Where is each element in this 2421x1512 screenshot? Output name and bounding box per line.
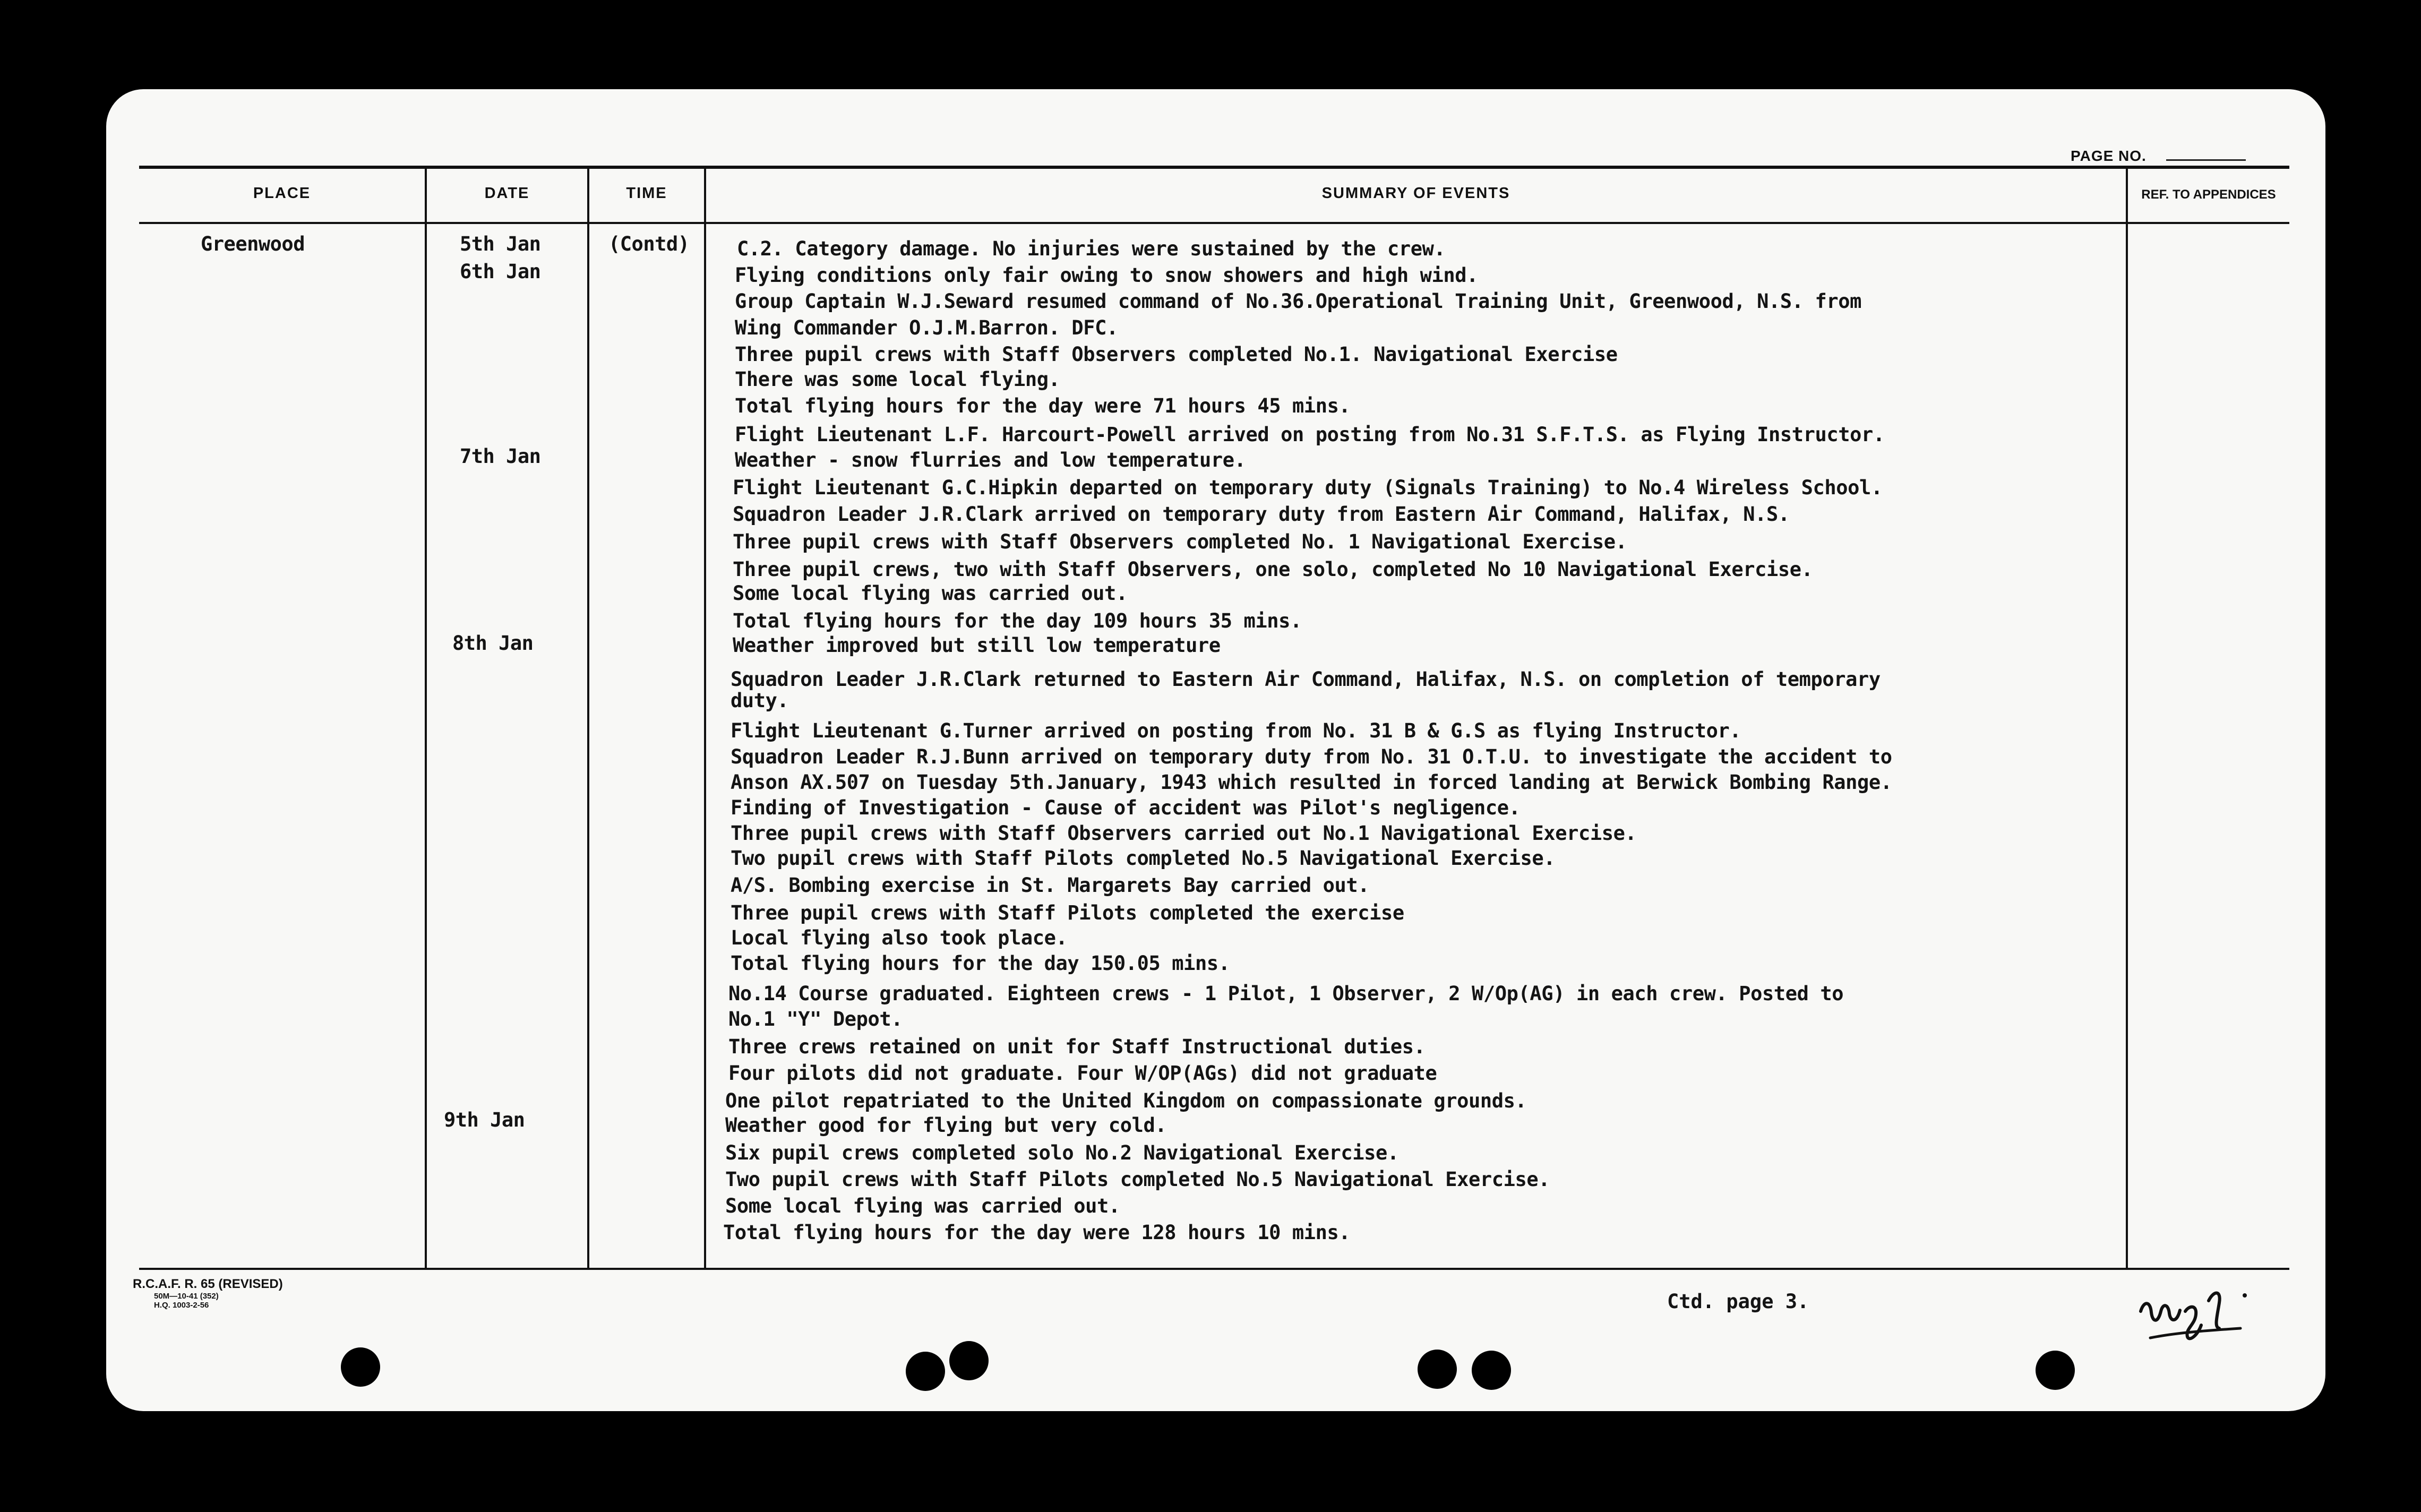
page-number-line (2166, 159, 2246, 161)
form-reference-code: R.C.A.F. R. 65 (REVISED) (133, 1277, 283, 1291)
punch-hole (1418, 1350, 1457, 1389)
punch-hole (2036, 1351, 2075, 1390)
event-line: Flying conditions only fair owing to snow showers and high wind. (735, 264, 1479, 287)
event-line: duty. (731, 689, 789, 712)
event-line: Three pupil crews, two with Staff Observers, one solo, completed No 10 Navigational Exercise. (733, 558, 1813, 581)
event-line: Total flying hours for the day were 128 hours 10 mins. (723, 1221, 1351, 1244)
event-line: Squadron Leader J.R.Clark arrived on temporary duty from Eastern Air Command, Halifax, N.S. (733, 503, 1790, 526)
event-line: Flight Lieutenant G.C.Hipkin departed on temporary duty (Signals Training) to No.4 Wireless School. (733, 476, 1883, 499)
event-line: Flight Lieutenant G.Turner arrived on posting from No. 31 B & G.S as flying Instructor. (731, 719, 1741, 742)
event-line: Three pupil crews with Staff Observers completed No. 1 Navigational Exercise. (733, 530, 1627, 553)
event-line: Total flying hours for the day were 71 hours 45 mins. (735, 394, 1351, 417)
event-line: Four pilots did not graduate. Four W/OP(AGs) did not graduate (728, 1062, 1437, 1085)
event-line: Three pupil crews with Staff Observers carried out No.1 Navigational Exercise. (731, 822, 1637, 845)
event-line: A/S. Bombing exercise in St. Margarets Bay carried out. (731, 874, 1370, 897)
event-line: Two pupil crews with Staff Pilots completed No.5 Navigational Exercise. (731, 847, 1556, 870)
event-line: Three pupil crews with Staff Observers completed No.1. Navigational Exercise (735, 343, 1618, 366)
header-rule (139, 222, 2289, 224)
event-line: Two pupil crews with Staff Pilots completed No.5 Navigational Exercise. (725, 1168, 1550, 1191)
page-number-label: PAGE NO. (2071, 148, 2147, 164)
header-ref-appendices: REF. TO APPENDICES (2141, 187, 2276, 202)
time-cell: (Contd) (608, 233, 690, 255)
bottom-rule (139, 1268, 2289, 1270)
punch-hole (949, 1341, 989, 1380)
date-cell: 8th Jan (452, 632, 534, 655)
event-line: Total flying hours for the day 109 hours 35 mins. (733, 609, 1302, 632)
col-divider-summary (2126, 169, 2128, 1268)
event-line: Flight Lieutenant L.F. Harcourt-Powell arrived on posting from No.31 S.F.T.S. as Flying Instructor. (735, 423, 1885, 446)
header-place: PLACE (253, 185, 311, 202)
event-line: Three crews retained on unit for Staff Instructional duties. (728, 1035, 1426, 1058)
event-line: Total flying hours for the day 150.05 mins. (731, 952, 1230, 975)
event-line: One pilot repatriated to the United Kingdom on compassionate grounds. (725, 1089, 1527, 1112)
event-line: C.2. Category damage. No injuries were sustained by the crew. (737, 237, 1446, 260)
form-reference-print: 50M—10-41 (352) (154, 1292, 219, 1301)
col-divider-place (425, 169, 427, 1268)
event-line: Squadron Leader J.R.Clark returned to Eastern Air Command, Halifax, N.S. on completion of temporary (731, 668, 1881, 691)
col-divider-time (704, 169, 706, 1268)
continued-note: Ctd. page 3. (1667, 1290, 1809, 1313)
event-line: Six pupil crews completed solo No.2 Navigational Exercise. (725, 1141, 1399, 1164)
event-line: Local flying also took place. (731, 926, 1068, 949)
date-cell: 6th Jan (460, 260, 541, 283)
event-line: Anson AX.507 on Tuesday 5th.January, 1943 which resulted in forced landing at Berwick Bombing Range. (731, 771, 1892, 794)
event-line: Squadron Leader R.J.Bunn arrived on temporary duty from No. 31 O.T.U. to investigate the accident to (731, 745, 1892, 768)
header-date: DATE (484, 185, 530, 202)
header-time: TIME (626, 185, 667, 202)
form-reference (133, 1277, 283, 1310)
event-line: Weather - snow flurries and low temperature. (735, 449, 1246, 471)
form-reference-hq: H.Q. 1003-2-56 (154, 1301, 209, 1310)
date-cell: 5th Jan (460, 233, 541, 255)
event-line: Weather improved but still low temperature (733, 634, 1221, 657)
event-line: Group Captain W.J.Seward resumed command of No.36.Operational Training Unit, Greenwood, N.S. from (735, 290, 1861, 313)
date-cell: 9th Jan (444, 1109, 525, 1131)
top-rule (139, 166, 2289, 169)
event-line: Weather good for flying but very cold. (725, 1114, 1167, 1137)
event-line: Finding of Investigation - Cause of accident was Pilot's negligence. (731, 796, 1521, 819)
col-divider-date (587, 169, 589, 1268)
punch-hole (341, 1347, 380, 1387)
event-line: Three pupil crews with Staff Pilots completed the exercise (731, 901, 1404, 924)
event-line: No.1 "Y" Depot. (728, 1008, 903, 1030)
handwritten-initials (2134, 1279, 2256, 1354)
punch-hole (1472, 1351, 1511, 1390)
event-line: There was some local flying. (735, 368, 1060, 391)
event-line: No.14 Course graduated. Eighteen crews - 1 Pilot, 1 Observer, 2 W/Op(AG) in each crew. Posted to (728, 982, 1844, 1005)
punch-hole (906, 1352, 945, 1391)
header-summary: SUMMARY OF EVENTS (1321, 185, 1510, 202)
event-line: Wing Commander O.J.M.Barron. DFC. (735, 316, 1118, 339)
place-cell: Greenwood (201, 233, 305, 255)
event-line: Some local flying was carried out. (725, 1195, 1120, 1217)
date-cell: 7th Jan (460, 445, 541, 468)
event-line: Some local flying was carried out. (733, 582, 1128, 605)
